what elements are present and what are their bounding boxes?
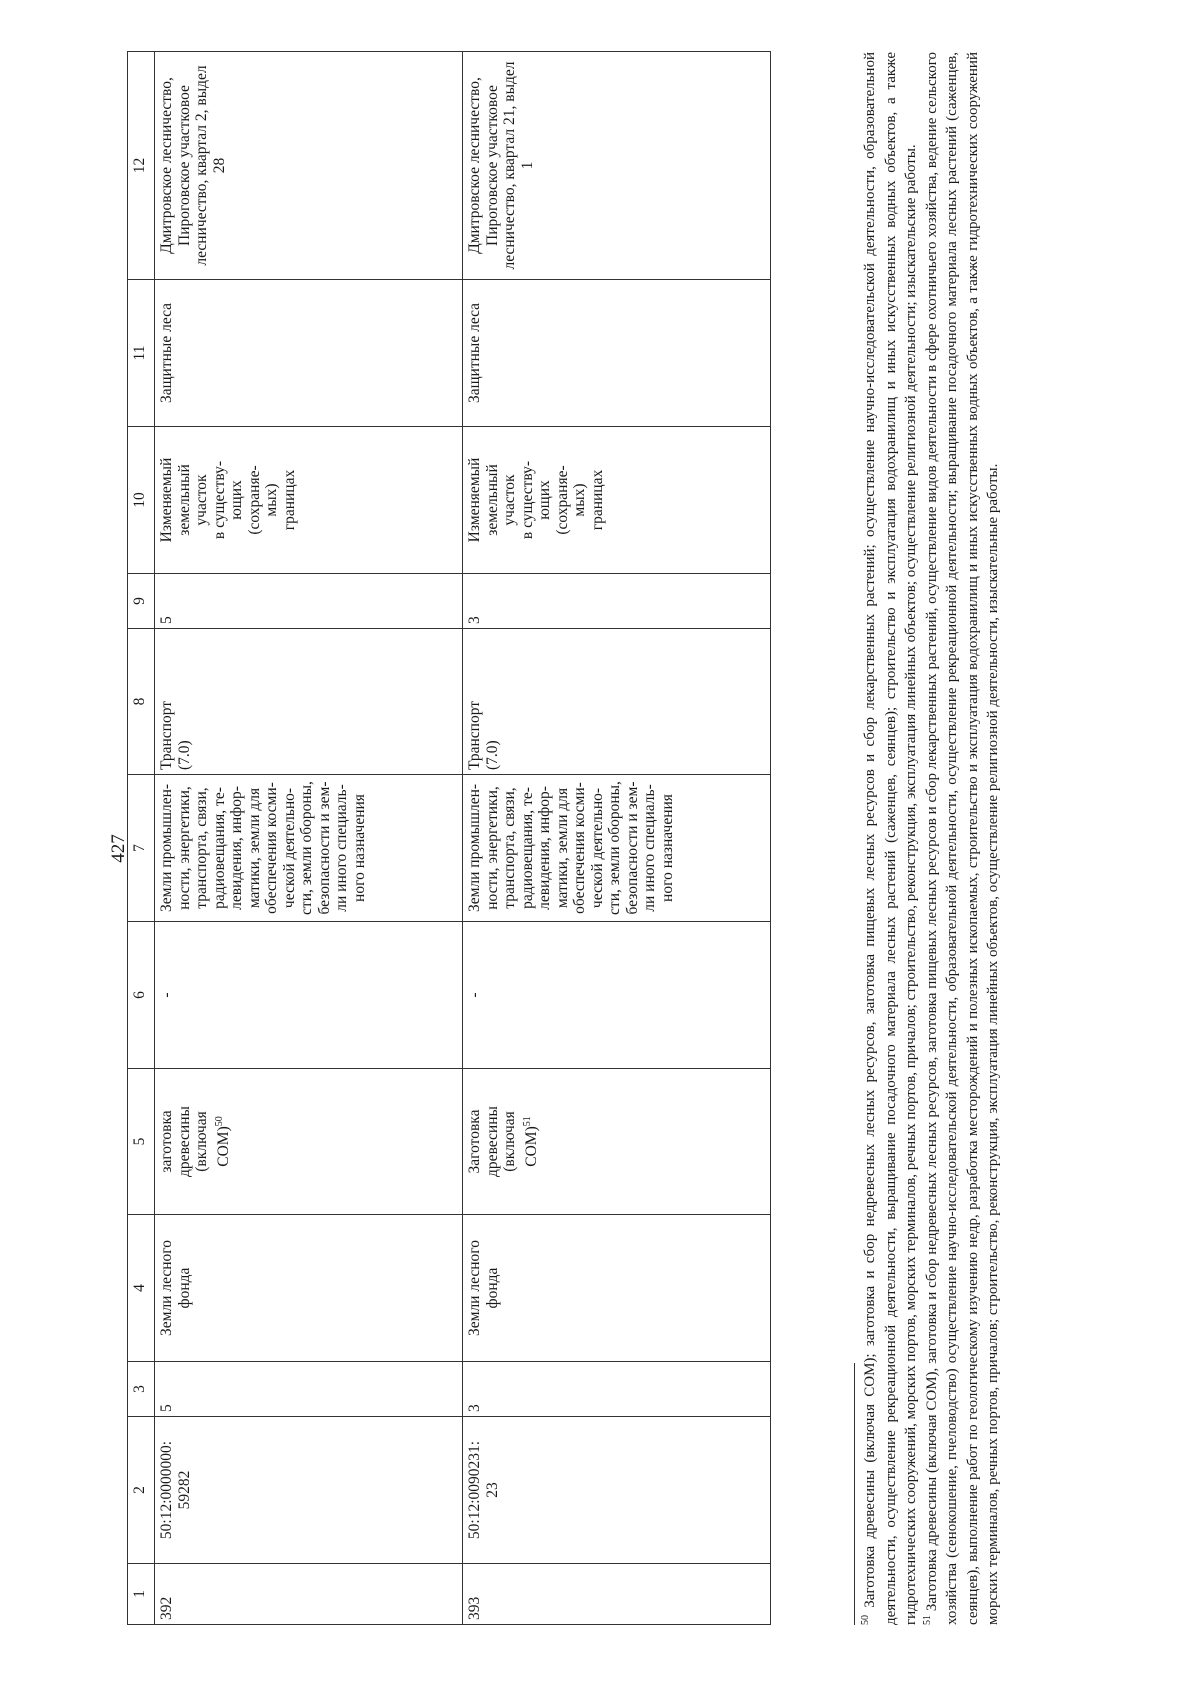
forest-use-type: Заготовка древесины (включая СОМ) (466, 1106, 540, 1177)
target-land-category: Земли промышлен- ности, энергетики, транспорта, связи, радиовещания, те- левидения, инфор- матики, земли для обеспечения косми- ческой деятельно- сти, земли обороны, безопасности и зем- ли иного специаль- ного назначения (158, 781, 368, 915)
table-row (155, 52, 463, 1625)
cadastral-number: 50:12:0090231: 23 (466, 1440, 501, 1540)
forest-location-cell (155, 52, 463, 280)
area-value: 3 (466, 1404, 483, 1412)
footnote-reference: 50 (213, 1116, 225, 1127)
column-header: 7 (128, 775, 155, 922)
forest-type-cell (463, 280, 771, 427)
cadastral-number: 50:12:0000000: 59282 (158, 1440, 193, 1540)
area-value-2-cell (155, 574, 463, 629)
land-category-cell (463, 1215, 771, 1362)
forest-location: Дмитровское лесничество, Пироговское участковое лесничество, квартал 2, выдел 28 (158, 65, 228, 266)
footnote-marker: 51 (921, 1615, 933, 1625)
column-6-value: - (158, 992, 175, 998)
cadastral-number-cell (463, 1417, 771, 1564)
area-value-2: 3 (466, 616, 483, 624)
column-header: 2 (128, 1417, 155, 1564)
cadastral-number-cell (155, 1417, 463, 1564)
target-land-category-cell (463, 775, 771, 922)
column-header: 10 (128, 427, 155, 574)
target-land-category: Земли промышлен- ности, энергетики, транспорта, связи, радиовещания, те- левидения, инфор- матики, земли для обеспечения косми- ческой деятельно- сти, земли обороны, безопасности и зем- ли иного специаль- ного назначения (466, 781, 676, 915)
footnotes (860, 52, 1004, 1625)
permitted-use-cell (155, 629, 463, 775)
column-header: 8 (128, 629, 155, 775)
forest-location: Дмитровское лесничество, Пироговское участковое лесничество, квартал 21, выдел 1 (466, 61, 536, 270)
footnote-marker: 50 (860, 1615, 871, 1625)
header-row (128, 52, 155, 1625)
page-number: 427 (108, 834, 129, 863)
permitted-use: Транспорт (7.0) (466, 700, 501, 770)
forest-use-type-cell (155, 1069, 463, 1215)
plot-note: Изменяемый земельный участок в существу- ющих (сохраняе- мых) границах (158, 457, 298, 543)
row-number-cell (463, 1564, 771, 1625)
footnote-text: Заготовка древесины (включая СОМ), заготовка и сбор недревесных лесных ресурсов, заготовка пищевых лесных ресурсов и сбор лекарственных растений, осуществление видов деятельности в сфере охотничьего хозяйства, ведение сельского хозяйства (сенокошение, пчеловодство) осуществление научно-исследовательской деятельности, образовательной деятельности, осуществление рекреационной деятельности; выращивание посадочного материала лесных растений (саженцев, сеянцев), выполнение работ по геологическому изучению недр, разработка месторождений и полезных ископаемых, строительство и эксплуатация водохранилищ и иных искусственных водных объектов, а также гидротехнических сооружений морских терминалов, речных портов, причалов; строительство, реконструкция, эксплуатация линейных объектов, осуществление религиозной деятельности, изыскательные работы. (923, 52, 1001, 1625)
footnote-separator (854, 1363, 855, 1625)
land-category: Земли лесного фонда (158, 1240, 193, 1337)
forest-type: Защитные леса (158, 302, 175, 404)
column-header: 12 (128, 52, 155, 280)
column-header: 9 (128, 574, 155, 629)
column-header: 3 (128, 1362, 155, 1417)
forest-location-cell (463, 52, 771, 280)
column-header: 6 (128, 922, 155, 1069)
row-number: 392 (158, 1596, 175, 1620)
land-category: Земли лесного фонда (466, 1240, 501, 1337)
area-value-2-cell (463, 574, 771, 629)
table-row (463, 52, 771, 1625)
row-number-cell (155, 1564, 463, 1625)
column-header: 1 (128, 1564, 155, 1625)
column-6-value-cell (463, 922, 771, 1069)
area-value: 5 (158, 1404, 175, 1412)
column-6-value-cell (155, 922, 463, 1069)
footnote (922, 52, 1004, 1625)
forest-use-type: заготовка древесины (включая СОМ) (158, 1106, 232, 1177)
footnote (860, 52, 922, 1625)
plot-note-cell (155, 427, 463, 574)
permitted-use: Транспорт (7.0) (158, 700, 193, 770)
forest-type-cell (155, 280, 463, 427)
target-land-category-cell (155, 775, 463, 922)
area-value-cell (463, 1362, 771, 1417)
land-category-cell (155, 1215, 463, 1362)
forest-type: Защитные леса (466, 302, 483, 404)
plot-note: Изменяемый земельный участок в существу- ющих (сохраняе- мых) границах (466, 457, 606, 543)
column-header: 4 (128, 1215, 155, 1362)
footnote-text: Заготовка древесины (включая СОМ); заготовка и сбор недревесных лесных ресурсов, заготовка пищевых лесных ресурсов и сбор лекарственных растений; осуществление научно-исследовательской деятельности, образовательной деятельности, осуществление рекреационной деятельности, выращивание посадочного материала лесных растений (саженцев, сеянцев); строительство и эксплуатация водохранилищ и иных искусственных водных объектов, а также гидротехнических сооружений, морских портов, морских терминалов, речных портов, причалов; строительство, реконструкция, эксплуатация линейных объектов; осуществление религиозной деятельности; изыскательские работы. (862, 52, 919, 1625)
row-number: 393 (466, 1596, 483, 1620)
area-value-2: 5 (158, 616, 175, 624)
permitted-use-cell (463, 629, 771, 775)
footnote-reference: 51 (521, 1116, 533, 1127)
plot-note-cell (463, 427, 771, 574)
area-value-cell (155, 1362, 463, 1417)
column-6-value: - (466, 992, 483, 998)
forest-use-type-cell (463, 1069, 771, 1215)
land-plot-table (127, 51, 771, 1625)
column-header: 5 (128, 1069, 155, 1215)
column-header: 11 (128, 280, 155, 427)
